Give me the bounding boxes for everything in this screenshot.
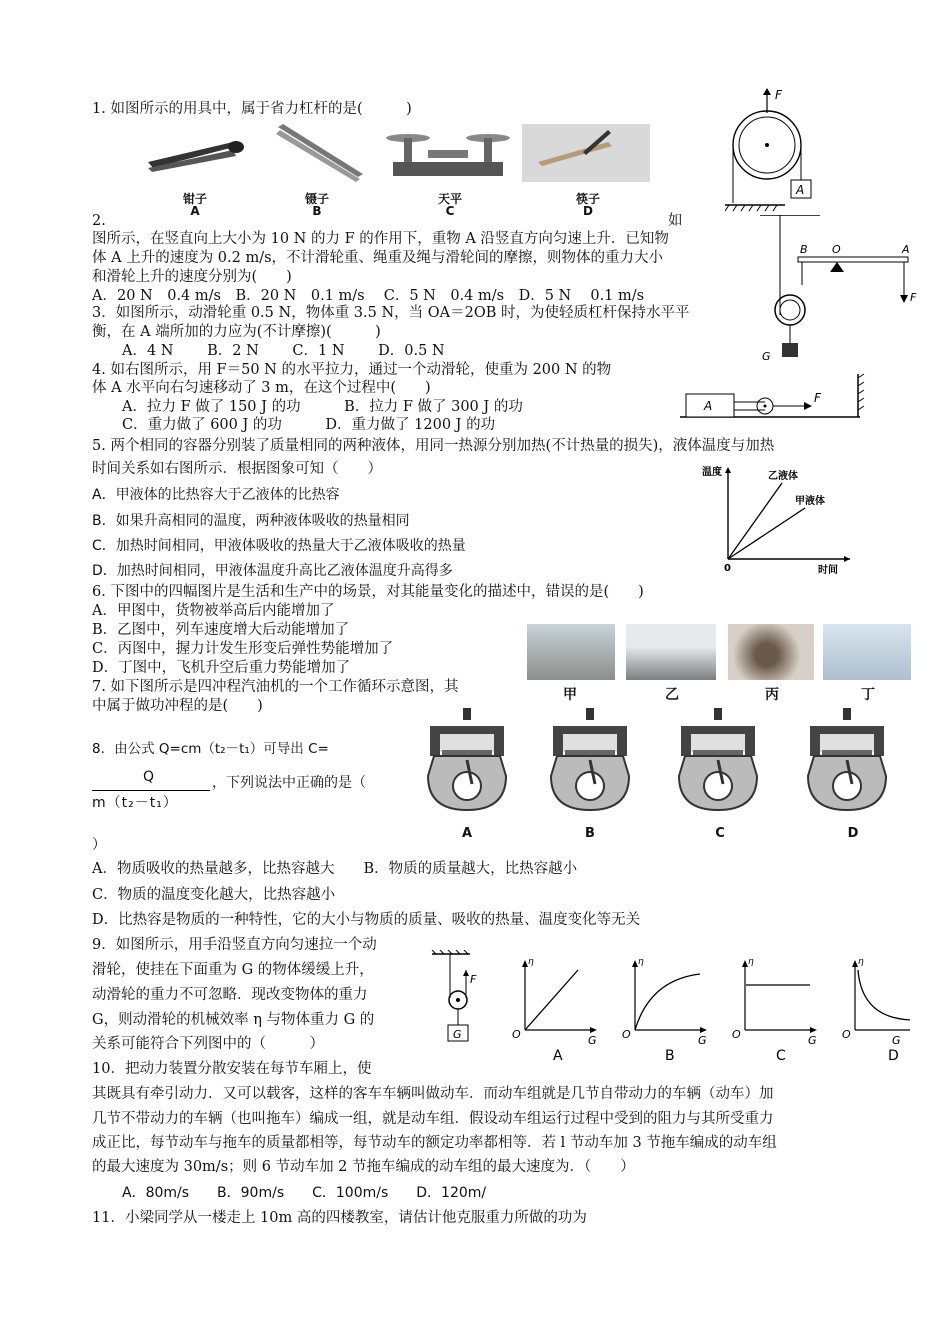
svg-text:D: D xyxy=(888,1048,899,1064)
svg-text:甲液体: 甲液体 xyxy=(795,496,825,507)
q7-label-a: A xyxy=(461,826,473,841)
q2-continuation: 如 xyxy=(668,213,683,229)
svg-text:A: A xyxy=(553,1048,563,1064)
svg-text:F: F xyxy=(910,291,917,304)
q5-option-a: A．甲液体的比热容大于乙液体的比热容 xyxy=(92,487,340,503)
q1-tool-name-b: 镊子 xyxy=(304,192,329,206)
q4-options-1: A．拉力 F 做了 150 J 的功 B．拉力 F 做了 300 J 的功 xyxy=(122,399,523,415)
q6-caption-1: 甲 xyxy=(563,687,577,703)
svg-text:A: A xyxy=(902,243,910,256)
q7-line-1: 7. 如下图所示是四冲程汽油机的一个工作循环示意图，其 xyxy=(92,679,459,695)
q4-options-2: C．重力做了 600 J 的功 D．重力做了 1200 J 的功 xyxy=(122,417,496,433)
q10-line-4: 成正比，每节动车与拖车的质量都相等，每节动车的额定功率都相等．若 l 节动车加 3 节拖车编成的动车组 xyxy=(92,1135,777,1151)
svg-text:O: O xyxy=(512,1028,521,1041)
q1-tool-name-a: 钳子 xyxy=(182,192,207,206)
q6-photo-train xyxy=(626,624,716,680)
q9-line-3: 动滑轮的重力不可忽略．现改变物体的重力 xyxy=(92,987,368,1003)
q7-line-2: 中属于做功冲程的是( ) xyxy=(92,698,263,714)
q6-photo-plane xyxy=(823,624,911,680)
q10-line-3: 几节不带动力的车辆（也叫拖车）编成一组，就是动车组．假设动车组运行过程中受到的阻力与其所受重力 xyxy=(92,1111,774,1127)
q7-label-b: B xyxy=(585,826,595,841)
q2-number: 2. xyxy=(92,213,106,229)
q1-tool-letter-c: C xyxy=(445,204,455,218)
q5-option-b: B．如果升高相同的温度，两种液体吸收的热量相同 xyxy=(92,513,410,529)
q3-options: A．4 N B．2 N C．1 N D．0.5 N xyxy=(122,343,445,359)
q2-line-1: 图所示，在竖直向上大小为 10 N 的力 F 的作用下，重物 A 沿竖直方向匀速上升．已知物 xyxy=(92,231,669,247)
q9-line-5: 关系可能符合下列图中的（ ） xyxy=(92,1036,324,1052)
svg-text:η: η xyxy=(528,957,534,967)
q1-tool-letter-d: D xyxy=(583,204,593,218)
q6-option-b: B．乙图中，列车速度增大后动能增加了 xyxy=(92,622,350,638)
q10-options: A．80m/s B．90m/s C．100m/s D．120m/ xyxy=(122,1185,487,1201)
q4-line-1: 4. 如右图所示，用 F＝50 N 的水平拉力，通过一个动滑轮，使重为 200 N 的物 xyxy=(92,362,612,378)
svg-text:O: O xyxy=(732,1028,741,1041)
svg-text:A: A xyxy=(796,183,805,197)
svg-text:C: C xyxy=(776,1048,786,1064)
svg-text:F: F xyxy=(814,391,821,405)
q4-line-2: 体 A 水平向右匀速移动了 3 m，在这个过程中( ) xyxy=(92,380,431,396)
svg-text:G: G xyxy=(808,1034,817,1047)
svg-text:A: A xyxy=(704,399,713,413)
q6-caption-4: 丁 xyxy=(861,687,875,703)
q8-close-paren: ） xyxy=(92,837,106,853)
q6-photo-grip xyxy=(728,624,814,680)
svg-text:η: η xyxy=(638,957,644,967)
balance-scale-icon xyxy=(386,134,510,176)
q2-line-3: 和滑轮上升的速度分别为( ) xyxy=(92,269,292,285)
q11-stem: 11．小梁同学从一楼走上 10m 高的四楼教室，请估计他克服重力所做的功为 xyxy=(92,1210,587,1226)
svg-text:0: 0 xyxy=(724,563,731,574)
q3-lever-figure xyxy=(750,215,930,370)
q8-line-1: 8．由公式 Q=cm（t₂－t₁）可导出 C= xyxy=(92,741,329,757)
svg-text:O: O xyxy=(622,1028,631,1041)
svg-text:G: G xyxy=(588,1034,597,1047)
q8-denominator: m（t₂－t₁） xyxy=(92,795,178,811)
svg-text:时间: 时间 xyxy=(818,565,838,576)
q6-option-c: C．丙图中，握力计发生形变后弹性势能增加了 xyxy=(92,641,394,657)
q2-pulley-figure xyxy=(725,85,815,215)
q1-tool-name-c: 天平 xyxy=(437,192,462,206)
q9-line-4: G，则动滑轮的机械效率 η 与物体重力 G 的 xyxy=(92,1012,375,1028)
q3-line-1: 3．如图所示，动滑轮重 0.5 N，物体重 3.5 N，当 OA＝2OB 时，为使轻质杠杆保持水平平 xyxy=(92,305,690,321)
q5-option-d: D．加热时间相同，甲液体温度升高比乙液体温度升高得多 xyxy=(92,563,453,579)
svg-text:G: G xyxy=(762,350,771,363)
svg-text:温度: 温度 xyxy=(702,467,722,478)
q6-photo-crane xyxy=(527,624,615,680)
svg-text:O: O xyxy=(832,243,841,256)
pliers-icon xyxy=(148,141,244,172)
q2-options: A．20 N 0.4 m/s B．20 N 0.1 m/s C．5 N 0.4 m/s D．5 N 0.1 m/s xyxy=(92,288,645,304)
q1-stem: 1. 如图所示的用具中，属于省力杠杆的是( ) xyxy=(92,101,412,117)
q6-option-a: A．甲图中，货物被举高后内能增加了 xyxy=(92,603,335,619)
tweezers-icon xyxy=(276,124,363,182)
svg-text:G: G xyxy=(453,1028,462,1041)
q1-tool-name-d: 筷子 xyxy=(575,192,600,206)
svg-text:G: G xyxy=(892,1034,901,1047)
q8-option-c: C．物质的温度变化越大，比热容越小 xyxy=(92,887,336,903)
q10-line-1: 10．把动力装置分散安装在每节车厢上，使 xyxy=(92,1061,372,1077)
q6-caption-3: 丙 xyxy=(765,687,779,703)
q5-temperature-graph xyxy=(700,463,860,578)
svg-text:O: O xyxy=(842,1028,851,1041)
svg-text:B: B xyxy=(800,243,808,256)
q1-tool-letter-a: A xyxy=(190,204,200,218)
q7-label-c: C xyxy=(715,826,725,841)
svg-text:η: η xyxy=(748,957,754,967)
svg-text:B: B xyxy=(665,1048,675,1064)
q6-caption-2: 乙 xyxy=(665,687,679,703)
q10-line-5: 的最大速度为 30m/s；则 6 节动车加 2 节拖车编成的动车组的最大速度为．（ ） xyxy=(92,1159,635,1175)
q7-label-d: D xyxy=(847,826,859,841)
svg-text:G: G xyxy=(698,1034,707,1047)
q9-line-2: 滑轮，使挂在下面重为 G 的物体缓缓上升， xyxy=(92,962,374,978)
q8-after-text: ，下列说法中正确的是（ xyxy=(212,775,366,791)
svg-text:乙液体: 乙液体 xyxy=(768,471,798,482)
q2-line-2: 体 A 上升的速度为 0.2 m/s，不计滑轮重、绳重及绳与滑轮间的摩擦，则物体的重力大小 xyxy=(92,250,664,266)
q9-efficiency-graphs xyxy=(430,950,910,1065)
q9-line-1: 9．如图所示，用手沿竖直方向匀速拉一个动 xyxy=(92,937,377,953)
q8-option-d: D．比热容是物质的一种特性，它的大小与物质的质量、吸收的热量、温度变化等无关 xyxy=(92,912,641,928)
q5-line-2: 时间关系如右图所示．根据图象可知（ ） xyxy=(92,461,382,477)
q7-engine-strokes-figure xyxy=(420,706,890,840)
q8-option-ab: A．物质吸收的热量越多，比热容越大 B．物质的质量越大，比热容越小 xyxy=(92,861,578,877)
q5-line-1: 5. 两个相同的容器分别装了质量相同的两种液体，用同一热源分别加热(不计热量的损失)，液体温度与加热 xyxy=(92,438,775,454)
q1-tool-letter-b: B xyxy=(312,204,322,218)
q4-horizontal-pulley-figure xyxy=(680,372,870,424)
q6-stem: 6. 下图中的四幅图片是生活和生产中的场景，对其能量变化的描述中，错误的是( ) xyxy=(92,584,644,600)
q8-numerator: Q xyxy=(143,769,155,785)
q8-fraction-bar xyxy=(92,790,210,791)
q3-line-2: 衡，在 A 端所加的力应为(不计摩擦)( ) xyxy=(92,324,381,340)
svg-text:F: F xyxy=(775,88,782,102)
svg-text:F: F xyxy=(470,973,477,986)
q6-option-d: D．丁图中，飞机升空后重力势能增加了 xyxy=(92,660,351,676)
svg-text:η: η xyxy=(858,957,864,967)
q5-option-c: C．加热时间相同，甲液体吸收的热量大于乙液体吸收的热量 xyxy=(92,538,466,554)
q10-line-2: 其既具有牵引动力．又可以载客，这样的客车车辆叫做动车．而动车组就是几节自带动力的车辆（动车）加 xyxy=(92,1086,774,1102)
